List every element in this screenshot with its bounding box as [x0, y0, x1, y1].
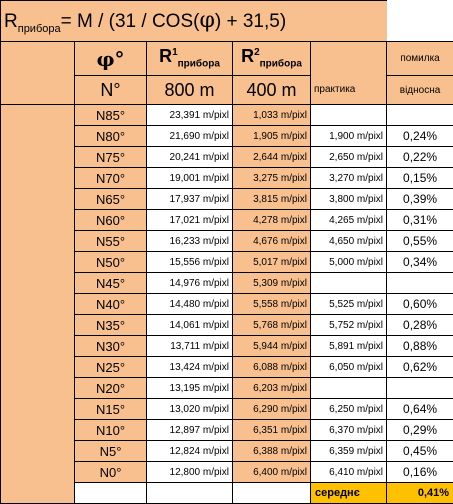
header-r2[interactable] — [233, 42, 311, 76]
latitude-cell[interactable]: N55° — [75, 231, 147, 252]
r2-cell[interactable]: 5,558 m/pixl — [233, 294, 311, 315]
error-cell[interactable]: 0,55% — [387, 231, 453, 252]
latitude-cell[interactable]: N35° — [75, 315, 147, 336]
header-practice[interactable]: практика — [311, 76, 387, 105]
latitude-cell[interactable]: N70° — [75, 168, 147, 189]
r2-cell[interactable]: 6,388 m/pixl — [233, 441, 311, 462]
r1-cell[interactable]: 12,824 m/pixl — [147, 441, 233, 462]
header-r2-main: R — [241, 46, 254, 66]
formula-cell[interactable] — [1, 1, 387, 42]
practice-cell[interactable]: 6,410 m/pixl — [311, 462, 387, 483]
practice-cell[interactable]: 5,752 m/pixl — [311, 315, 387, 336]
latitude-cell[interactable]: N65° — [75, 189, 147, 210]
empty-cell[interactable] — [1, 105, 75, 504]
practice-cell[interactable]: 5,525 m/pixl — [311, 294, 387, 315]
practice-cell[interactable]: 2,650 m/pixl — [311, 147, 387, 168]
header-phi[interactable]: φ° — [75, 42, 147, 76]
r1-cell[interactable]: 15,556 m/pixl — [147, 252, 233, 273]
error-cell[interactable]: 0,31% — [387, 210, 453, 231]
empty-cell[interactable] — [147, 483, 233, 504]
practice-cell[interactable]: 1,900 m/pixl — [311, 126, 387, 147]
table-row — [1, 105, 453, 126]
r2-cell[interactable]: 5,017 m/pixl — [233, 252, 311, 273]
practice-cell[interactable]: 3,800 m/pixl — [311, 189, 387, 210]
error-cell[interactable]: 0,29% — [387, 420, 453, 441]
latitude-cell[interactable]: N10° — [75, 420, 147, 441]
latitude-cell[interactable]: N15° — [75, 399, 147, 420]
r2-cell[interactable]: 3,275 m/pixl — [233, 168, 311, 189]
header-relative[interactable]: відносна — [387, 76, 453, 105]
header-error[interactable]: помилка — [387, 42, 453, 76]
formula-phi: φ — [199, 8, 214, 33]
latitude-cell[interactable]: N0° — [75, 462, 147, 483]
r1-cell[interactable]: 17,021 m/pixl — [147, 210, 233, 231]
r2-cell[interactable]: 1,033 m/pixl — [233, 105, 311, 126]
empty-cell[interactable] — [311, 42, 387, 76]
r2-cell[interactable]: 2,644 m/pixl — [233, 147, 311, 168]
error-cell[interactable]: 0,64% — [387, 399, 453, 420]
r2-cell[interactable]: 1,905 m/pixl — [233, 126, 311, 147]
header-degree[interactable]: N° — [75, 76, 147, 105]
r1-cell[interactable]: 13,020 m/pixl — [147, 399, 233, 420]
latitude-cell[interactable]: N25° — [75, 357, 147, 378]
r2-cell[interactable]: 5,768 m/pixl — [233, 315, 311, 336]
latitude-cell[interactable]: N40° — [75, 294, 147, 315]
average-label[interactable]: середнє — [311, 483, 387, 504]
error-cell[interactable]: 0,22% — [387, 147, 453, 168]
r2-cell[interactable]: 6,290 m/pixl — [233, 399, 311, 420]
error-cell[interactable]: 0,39% — [387, 189, 453, 210]
r1-cell[interactable]: 13,711 m/pixl — [147, 336, 233, 357]
practice-cell[interactable]: 5,000 m/pixl — [311, 252, 387, 273]
r2-cell[interactable]: 4,676 m/pixl — [233, 231, 311, 252]
practice-cell[interactable] — [311, 105, 387, 126]
latitude-cell[interactable]: N20° — [75, 378, 147, 399]
header-r2-sup: 2 — [254, 47, 260, 58]
practice-cell[interactable]: 4,650 m/pixl — [311, 231, 387, 252]
latitude-cell[interactable]: N85° — [75, 105, 147, 126]
r1-cell[interactable]: 14,976 m/pixl — [147, 273, 233, 294]
header-r1-sup: 1 — [172, 47, 178, 58]
practice-cell[interactable]: 6,050 m/pixl — [311, 357, 387, 378]
r1-cell[interactable]: 19,001 m/pixl — [147, 168, 233, 189]
practice-cell[interactable]: 4,265 m/pixl — [311, 210, 387, 231]
header-r1[interactable] — [147, 42, 233, 76]
r2-cell[interactable]: 3,815 m/pixl — [233, 189, 311, 210]
error-cell[interactable]: 0,60% — [387, 294, 453, 315]
practice-cell[interactable]: 3,270 m/pixl — [311, 168, 387, 189]
header-dist-400[interactable]: 400 m — [233, 76, 311, 105]
r2-cell[interactable]: 5,944 m/pixl — [233, 336, 311, 357]
formula-r: R — [4, 11, 18, 32]
practice-cell[interactable] — [311, 378, 387, 399]
practice-cell[interactable]: 6,250 m/pixl — [311, 399, 387, 420]
latitude-cell[interactable]: N5° — [75, 441, 147, 462]
error-cell[interactable]: 0,15% — [387, 168, 453, 189]
header-r1-main: R — [159, 46, 172, 66]
r1-cell[interactable]: 12,800 m/pixl — [147, 462, 233, 483]
r2-cell[interactable]: 5,309 m/pixl — [233, 273, 311, 294]
latitude-cell[interactable]: N45° — [75, 273, 147, 294]
latitude-cell[interactable]: N30° — [75, 336, 147, 357]
error-cell[interactable]: 0,24% — [387, 126, 453, 147]
practice-cell[interactable]: 6,370 m/pixl — [311, 420, 387, 441]
header-row-1 — [1, 42, 453, 76]
r1-cell[interactable]: 13,195 m/pixl — [147, 378, 233, 399]
r1-cell[interactable]: 14,480 m/pixl — [147, 294, 233, 315]
r1-cell[interactable]: 16,233 m/pixl — [147, 231, 233, 252]
practice-cell[interactable] — [311, 273, 387, 294]
error-cell[interactable] — [387, 273, 453, 294]
formula-r-sub: прибора — [18, 22, 61, 34]
header-r2-sub: прибора — [260, 58, 302, 69]
average-value[interactable]: 0,41% — [387, 483, 453, 504]
empty-cell[interactable] — [1, 42, 75, 105]
r1-cell[interactable]: 21,690 m/pixl — [147, 126, 233, 147]
formula-row — [1, 1, 453, 42]
r1-cell[interactable]: 14,061 m/pixl — [147, 315, 233, 336]
error-cell[interactable] — [387, 105, 453, 126]
error-cell[interactable]: 0,62% — [387, 357, 453, 378]
r2-cell[interactable]: 6,088 m/pixl — [233, 357, 311, 378]
header-dist-800[interactable]: 800 m — [147, 76, 233, 105]
error-cell[interactable]: 0,16% — [387, 462, 453, 483]
latitude-cell[interactable]: N75° — [75, 147, 147, 168]
r1-cell[interactable]: 13,424 m/pixl — [147, 357, 233, 378]
error-cell[interactable]: 0,88% — [387, 336, 453, 357]
formula-end: ) + 31,5) — [215, 11, 286, 32]
empty-cell[interactable] — [75, 483, 147, 504]
r1-cell[interactable]: 17,937 m/pixl — [147, 189, 233, 210]
r1-cell[interactable]: 20,241 m/pixl — [147, 147, 233, 168]
latitude-cell[interactable]: N50° — [75, 252, 147, 273]
r1-cell[interactable]: 23,391 m/pixl — [147, 105, 233, 126]
error-cell[interactable] — [387, 378, 453, 399]
r2-cell[interactable]: 4,278 m/pixl — [233, 210, 311, 231]
header-r1-sub: прибора — [178, 58, 220, 69]
empty-cell[interactable] — [387, 1, 453, 42]
error-cell[interactable]: 0,45% — [387, 441, 453, 462]
r2-cell[interactable]: 6,400 m/pixl — [233, 462, 311, 483]
r2-cell[interactable]: 6,351 m/pixl — [233, 420, 311, 441]
error-cell[interactable]: 0,28% — [387, 315, 453, 336]
practice-cell[interactable]: 6,359 m/pixl — [311, 441, 387, 462]
practice-cell[interactable]: 5,891 m/pixl — [311, 336, 387, 357]
empty-cell[interactable] — [233, 483, 311, 504]
r1-cell[interactable]: 12,897 m/pixl — [147, 420, 233, 441]
latitude-cell[interactable]: N80° — [75, 126, 147, 147]
error-cell[interactable]: 0,34% — [387, 252, 453, 273]
r2-cell[interactable]: 6,203 m/pixl — [233, 378, 311, 399]
formula-middle: = M / (31 / COS( — [61, 11, 200, 32]
latitude-cell[interactable]: N60° — [75, 210, 147, 231]
